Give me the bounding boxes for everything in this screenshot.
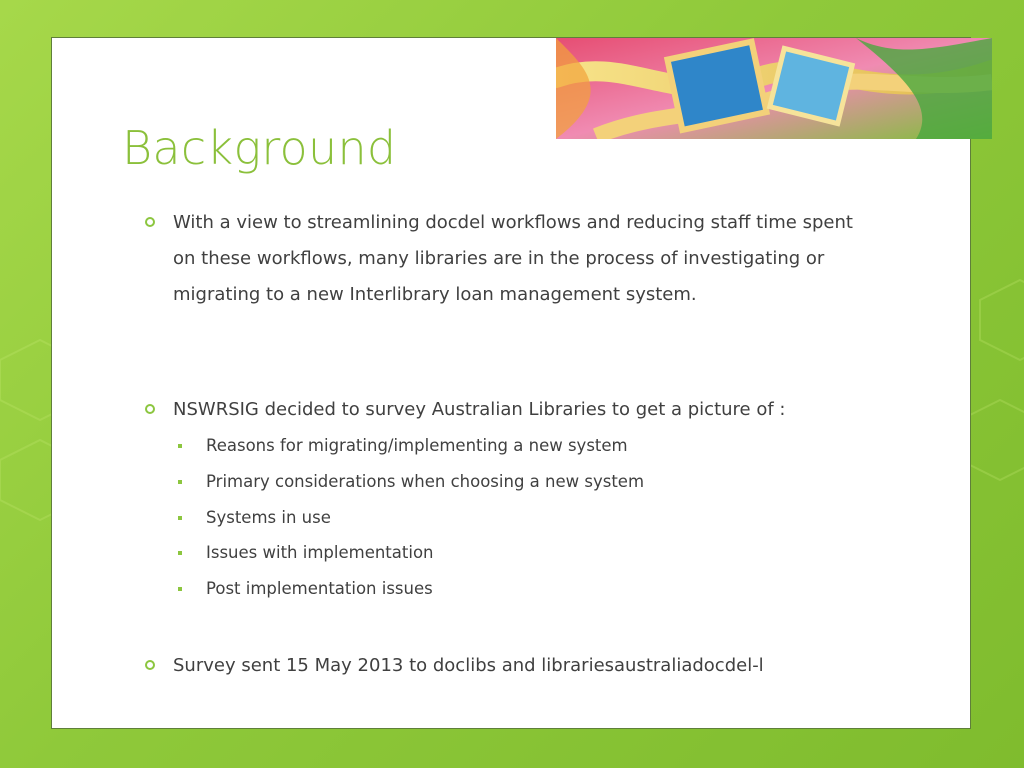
square-bullet-icon	[178, 516, 182, 520]
bullet-text: Survey sent 15 May 2013 to doclibs and librariesaustraliadocdel-l	[173, 655, 764, 676]
bullet-text: NSWRSIG decided to survey Australian Libraries to get a picture of :	[173, 399, 786, 420]
bullet-text: With a view to streamlining docdel workflows and reducing staff time spent on these workflows, many libraries are in the process of investigating or migrating to a new Interlibrary loan management system.	[173, 212, 853, 305]
bullet-item	[173, 205, 863, 313]
sub-bullet-text: Reasons for migrating/implementing a new system	[206, 436, 628, 455]
square-bullet-icon	[178, 551, 182, 555]
square-bullet-icon	[178, 480, 182, 484]
square-bullet-icon	[178, 444, 182, 448]
slide-title: Background	[122, 121, 397, 175]
sub-bullet-item	[206, 577, 846, 601]
ring-bullet-icon	[145, 660, 155, 670]
bullet-item	[173, 648, 863, 684]
ring-bullet-icon	[145, 404, 155, 414]
sub-bullet-item	[206, 506, 846, 530]
ring-bullet-icon	[145, 217, 155, 227]
sub-bullet-item	[206, 470, 846, 494]
bullet-item	[173, 392, 863, 428]
sub-bullet-item	[206, 434, 846, 458]
square-bullet-icon	[178, 587, 182, 591]
sub-bullet-text: Primary considerations when choosing a new system	[206, 472, 645, 491]
sub-bullet-text: Post implementation issues	[206, 579, 433, 598]
sub-bullet-item	[206, 541, 846, 565]
sub-bullet-text: Issues with implementation	[206, 543, 434, 562]
sub-bullet-text: Systems in use	[206, 508, 331, 527]
